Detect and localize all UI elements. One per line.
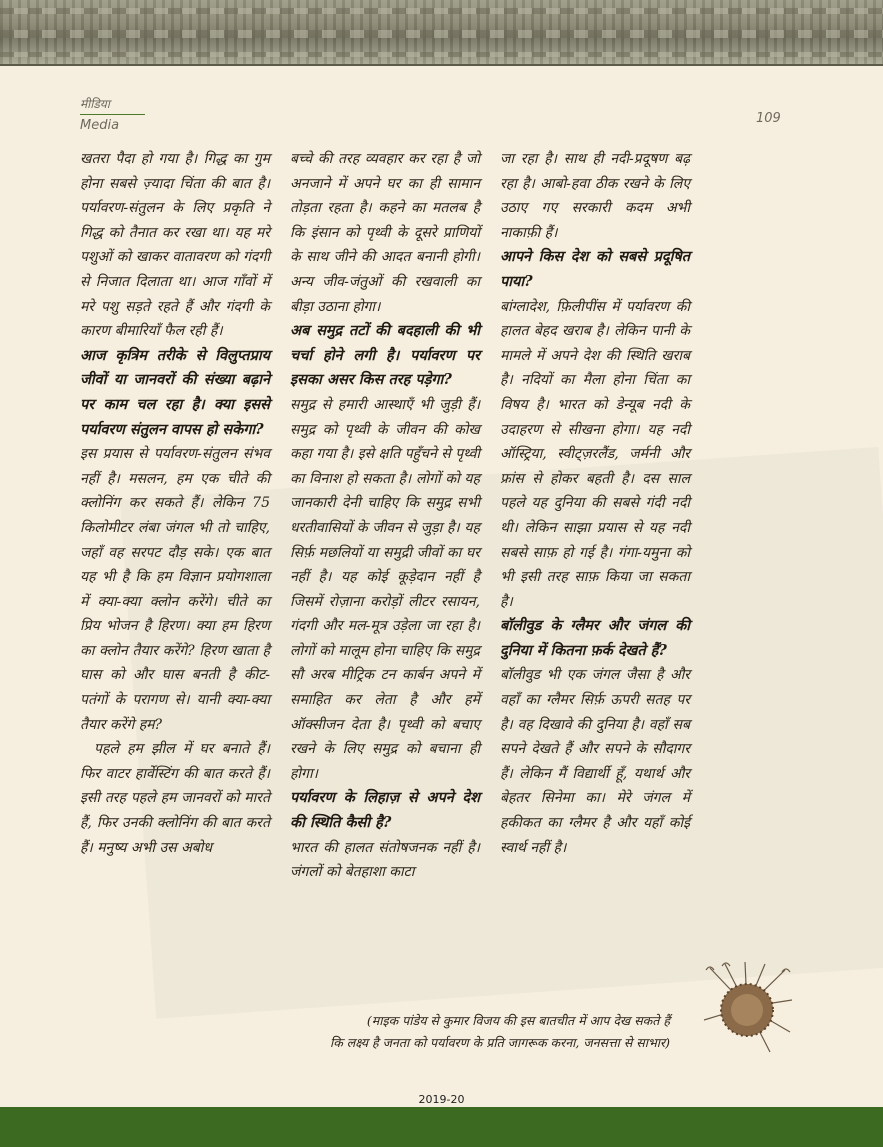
paragraph: भारत की हालत संतोषजनक नहीं है। जंगलों को बेतहाशा काटा (290, 839, 480, 881)
paragraph: बच्चे की तरह व्यवहार कर रहा है जो अनजाने में अपने घर का ही सामान तोड़ता रहता है। कहने का मतलब है कि इंसान को पृथ्वी के दूसरे प्राणियों के साथ जीने की आदत बनानी होगी। अन्य जीव-जंतुओं की रखवाली का बीड़ा उठाना होगा। (290, 151, 480, 315)
paragraph: बांग्लादेश, फ़िलीपींस में पर्यावरण की हालत बेहद खराब है। लेकिन पानी के मामले में अपने देश की स्थिति खराब है। नदियों का मैला होना चिंता का विषय है। भारत को डेन्यूब नदी के उदाहरण से सीखना होगा। यह नदी ऑस्ट्रिया, स्वीट्ज़रलैंड, जर्मनी और फ्रांस से होकर बहती है। दस साल पहले यह दुनिया की सबसे गंदी नदी थी। लेकिन साझा प्रयास से यह नदी सबसे साफ़ हो गई है। गंगा-यमुना को भी इसी तरह साफ़ किया जा सकता है। (500, 298, 690, 610)
section-title-hindi: मीडिया (80, 97, 110, 111)
text-column-1 (80, 147, 270, 860)
interview-question: अब समुद्र तटों की बदहाली की भी चर्चा होने लगी है। पर्यावरण पर इसका असर किस तरह पड़ेगा? (290, 322, 480, 389)
paragraph: बॉलीवुड भी एक जंगल जैसा है और वहाँ का ग्लैमर सिर्फ़ ऊपरी सतह पर है। वह दिखावे की दुनिया है। वहाँ सब सपने देखते हैं और सपने के सौदागर हैं। लेकिन मैं विद्यार्थी हूँ, यथार्थ और बेहतर सिनेमा का। मेरे जंगल में हकीकत का ग्लैमर है और यहाँ कोई स्वार्थ नहीं है। (500, 667, 690, 856)
paragraph: समुद्र से हमारी आस्थाएँ भी जुड़ी हैं। समुद्र को पृथ्वी के जीवन की कोख कहा गया है। इसे क्षति पहुँचने से पृथ्वी का विनाश हो सकता है। लोगों को यह जानकारी देनी चाहिए कि समुद्र सभी धरतीवासियों के जीवन से जुड़ा है। यह सिर्फ़ मछलियों या समुद्री जीवों का घर नहीं है। यह कोई कूड़ेदान नहीं है जिसमें रोज़ाना करोड़ों लीटर रसायन, गंदगी और मल-मूत्र उड़ेला जा रहा है। लोगों को मालूम होना चाहिए कि समुद्र सौ अरब मीट्रिक टन कार्बन अपने में समाहित कर लेता है और हमें ऑक्सीजन देता है। पृथ्वी को बचाए रखने के लिए समुद्र को बचाना ही होगा। (290, 396, 480, 782)
text-column-3 (500, 147, 690, 860)
credit-line: (माइक पांडेय से कुमार विजय की इस बातचीत में आप देख सकते हैं (366, 1013, 670, 1028)
interview-question: आज कृत्रिम तरीके से विलुप्तप्राय जीवों या जानवरों की संख्या बढ़ाने पर काम चल रहा है। क्या इससे पर्यावरण संतुलन वापस हो सकेगा? (80, 346, 270, 438)
paragraph: पहले हम झील में घर बनाते हैं। फिर वाटर हार्वेस्टिंग की बात करते हैं। इसी तरह पहले हम जानवरों को मारते हैं, फिर उनकी क्लोनिंग की बात करते हैं। मनुष्य अभी उस अबोध (80, 741, 270, 856)
decorative-sun-emblem-icon (700, 960, 795, 1055)
footer-bar (0, 1107, 883, 1147)
paragraph: इस प्रयास से पर्यावरण-संतुलन संभव नहीं है। मसलन, हम एक चीते की क्लोनिंग कर सकते हैं। लेकिन 75 किलोमीटर लंबा जंगल भी तो चाहिए, जहाँ वह सरपट दौड़ सके। एक बात यह भी है कि हम विज्ञान प्रयोगशाला में क्या-क्या क्लोन करेंगे। चीते का प्रिय भोजन है हिरण। क्या हम हिरण का क्लोन तैयार करेंगे? हिरण खाता है घास को और घास बनती है कीट-पतंगों के परागण से। यानी क्या-क्या तैयार करेंगे हम? (80, 446, 270, 733)
interview-question: आपने किस देश को सबसे प्रदूषित पाया? (500, 248, 690, 290)
credit-line: कि लक्ष्य है जनता को पर्यावरण के प्रति जागरूक करना, जनसत्ता से साभार) (329, 1035, 670, 1050)
interview-credit (150, 1010, 670, 1054)
text-column-2 (290, 147, 480, 885)
interview-question: बॉलीवुड के ग्लैमर और जंगल की दुनिया में कितना फ़र्क देखते हैं? (500, 617, 690, 659)
decorative-header-banner (0, 0, 883, 66)
section-header (80, 95, 145, 133)
paragraph: खतरा पैदा हो गया है। गिद्ध का गुम होना सबसे ज़्यादा चिंता की बात है। पर्यावरण-संतुलन के लिए प्रकृति ने गिद्ध को तैनात कर रखा था। यह मरे पशुओं को खाकर वातावरण को गंदगी से निजात दिलाता था। आज गाँवों में मरे पशु सड़ते रहते हैं और गंदगी के कारण बीमारियाँ फैल रही हैं। (80, 151, 270, 340)
page-number: 109 (756, 111, 781, 126)
paragraph: जा रहा है। साथ ही नदी-प्रदूषण बढ़ रहा है। आबो-हवा ठीक रखने के लिए उठाए गए सरकारी कदम अभी नाकाफ़ी हैं। (500, 151, 690, 241)
academic-year: 2019-20 (418, 1093, 465, 1106)
section-rule (80, 114, 145, 115)
section-title-english: Media (80, 118, 120, 133)
interview-question: पर्यावरण के लिहाज़ से अपने देश की स्थिति कैसी है? (290, 789, 480, 832)
